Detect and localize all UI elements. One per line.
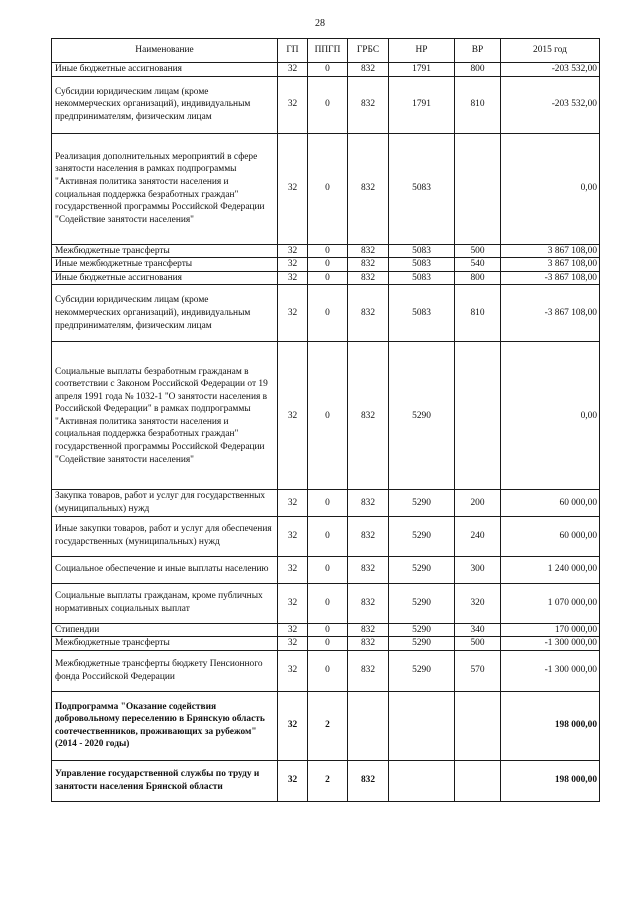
row-gp-cell: 32 [278, 271, 308, 285]
row-vr-cell: 800 [455, 63, 501, 77]
row-nr-cell: 1791 [389, 76, 455, 133]
row-amount-cell: -1 300 000,00 [501, 650, 600, 691]
row-name-cell: Стипендии [52, 623, 278, 637]
row-vr-cell [455, 133, 501, 244]
row-amount-cell: 60 000,00 [501, 516, 600, 556]
row-grbs-cell: 832 [348, 258, 389, 272]
row-pgp-cell: 0 [308, 637, 348, 651]
row-amount-cell: 3 867 108,00 [501, 258, 600, 272]
row-pgp-cell: 2 [308, 691, 348, 760]
row-gp-cell: 32 [278, 133, 308, 244]
row-vr-cell: 500 [455, 637, 501, 651]
row-amount-cell: -3 867 108,00 [501, 271, 600, 285]
row-gp-cell: 32 [278, 760, 308, 801]
row-vr-cell: 200 [455, 490, 501, 516]
row-gp-cell: 32 [278, 63, 308, 77]
row-gp-cell: 32 [278, 258, 308, 272]
row-grbs-cell: 832 [348, 244, 389, 258]
row-amount-cell: 0,00 [501, 133, 600, 244]
row-vr-cell [455, 342, 501, 490]
row-name-cell: Реализация дополнительных мероприятий в сфере занятости населения в рамках подпрограммы "Активная политика занятости населения и социальная поддержка безработных граждан" государственной программы Российской Федерации "Содействие занятости населения" [52, 133, 278, 244]
row-name-cell: Иные закупки товаров, работ и услуг для обеспечения государственных (муниципальных) нужд [52, 516, 278, 556]
row-pgp-cell: 0 [308, 271, 348, 285]
row-name-cell: Социальное обеспечение и иные выплаты населению [52, 556, 278, 583]
row-nr-cell: 5290 [389, 490, 455, 516]
table-header-row [52, 39, 600, 63]
row-gp-cell: 32 [278, 556, 308, 583]
row-nr-cell: 5083 [389, 285, 455, 342]
row-pgp-cell: 0 [308, 623, 348, 637]
row-nr-cell: 5290 [389, 342, 455, 490]
row-gp-cell: 32 [278, 76, 308, 133]
budget-table [51, 38, 600, 802]
table-row [52, 583, 600, 623]
table-row [52, 556, 600, 583]
row-nr-cell: 5290 [389, 516, 455, 556]
row-gp-cell: 32 [278, 637, 308, 651]
row-gp-cell: 32 [278, 342, 308, 490]
table-row [52, 285, 600, 342]
row-pgp-cell: 0 [308, 285, 348, 342]
row-nr-cell: 5083 [389, 244, 455, 258]
row-nr-cell: 5083 [389, 133, 455, 244]
row-vr-cell: 320 [455, 583, 501, 623]
row-nr-cell: 5290 [389, 623, 455, 637]
row-nr-cell: 5290 [389, 650, 455, 691]
row-vr-cell [455, 691, 501, 760]
row-gp-cell: 32 [278, 583, 308, 623]
row-grbs-cell: 832 [348, 760, 389, 801]
row-amount-cell: 3 867 108,00 [501, 244, 600, 258]
row-name-cell: Подпрограмма "Оказание содействия добровольному переселению в Брянскую область соотечественников, проживающих за рубежом" (2014 - 2020 годы) [52, 691, 278, 760]
row-name-cell: Межбюджетные трансферты [52, 637, 278, 651]
row-vr-cell: 340 [455, 623, 501, 637]
table-row [52, 760, 600, 801]
row-amount-cell: -203 532,00 [501, 76, 600, 133]
row-pgp-cell: 0 [308, 583, 348, 623]
row-name-cell: Социальные выплаты гражданам, кроме публичных нормативных социальных выплат [52, 583, 278, 623]
row-gp-cell: 32 [278, 623, 308, 637]
row-gp-cell: 32 [278, 650, 308, 691]
row-vr-cell [455, 760, 501, 801]
row-name-cell: Социальные выплаты безработным гражданам в соответствии с Законом Российской Федерации от 19 апреля 1991 года № 1032-1 "О занятости населения в Российской Федерации" в рамках подпрограммы "Активная политика занятости населения и социальная поддержка безработных граждан" государственной программы Российской Федерации "Содействие занятости населения" [52, 342, 278, 490]
row-name-cell: Иные межбюджетные трансферты [52, 258, 278, 272]
row-vr-cell: 800 [455, 271, 501, 285]
row-nr-cell: 5083 [389, 271, 455, 285]
row-grbs-cell: 832 [348, 556, 389, 583]
row-vr-cell: 240 [455, 516, 501, 556]
row-grbs-cell: 832 [348, 650, 389, 691]
row-pgp-cell: 0 [308, 556, 348, 583]
row-nr-cell: 5083 [389, 258, 455, 272]
table-row [52, 63, 600, 77]
row-amount-cell: -203 532,00 [501, 63, 600, 77]
row-pgp-cell: 0 [308, 244, 348, 258]
table-row [52, 342, 600, 490]
row-vr-cell: 810 [455, 285, 501, 342]
table-row [52, 133, 600, 244]
row-amount-cell: 1 070 000,00 [501, 583, 600, 623]
row-name-cell: Иные бюджетные ассигнования [52, 271, 278, 285]
row-vr-cell: 570 [455, 650, 501, 691]
row-pgp-cell: 0 [308, 516, 348, 556]
table-row [52, 516, 600, 556]
table-row [52, 244, 600, 258]
header-year: 2015 год [501, 39, 600, 63]
header-name: Наименование [52, 39, 278, 63]
row-vr-cell: 810 [455, 76, 501, 133]
row-grbs-cell: 832 [348, 285, 389, 342]
row-name-cell: Управление государственной службы по труду и занятости населения Брянской области [52, 760, 278, 801]
row-amount-cell: -1 300 000,00 [501, 637, 600, 651]
row-amount-cell: 198 000,00 [501, 691, 600, 760]
row-vr-cell: 540 [455, 258, 501, 272]
row-vr-cell: 500 [455, 244, 501, 258]
row-grbs-cell: 832 [348, 342, 389, 490]
row-pgp-cell: 0 [308, 63, 348, 77]
header-grbs: ГРБС [348, 39, 389, 63]
row-grbs-cell: 832 [348, 490, 389, 516]
row-grbs-cell: 832 [348, 76, 389, 133]
row-grbs-cell: 832 [348, 583, 389, 623]
row-pgp-cell: 0 [308, 76, 348, 133]
row-name-cell: Иные бюджетные ассигнования [52, 63, 278, 77]
row-grbs-cell: 832 [348, 623, 389, 637]
row-gp-cell: 32 [278, 285, 308, 342]
row-nr-cell: 5290 [389, 583, 455, 623]
row-nr-cell: 5290 [389, 556, 455, 583]
row-gp-cell: 32 [278, 516, 308, 556]
table-row [52, 76, 600, 133]
row-nr-cell: 5290 [389, 637, 455, 651]
row-pgp-cell: 0 [308, 133, 348, 244]
row-pgp-cell: 0 [308, 258, 348, 272]
row-nr-cell [389, 760, 455, 801]
row-grbs-cell: 832 [348, 516, 389, 556]
row-gp-cell: 32 [278, 490, 308, 516]
row-amount-cell: -3 867 108,00 [501, 285, 600, 342]
table-row [52, 637, 600, 651]
row-amount-cell: 198 000,00 [501, 760, 600, 801]
row-name-cell: Межбюджетные трансферты бюджету Пенсионного фонда Российской Федерации [52, 650, 278, 691]
row-nr-cell [389, 691, 455, 760]
row-name-cell: Межбюджетные трансферты [52, 244, 278, 258]
table-row [52, 650, 600, 691]
header-pgp: ППГП [308, 39, 348, 63]
row-pgp-cell: 0 [308, 342, 348, 490]
table-row [52, 691, 600, 760]
row-grbs-cell [348, 691, 389, 760]
row-pgp-cell: 0 [308, 650, 348, 691]
header-vr: ВР [455, 39, 501, 63]
row-amount-cell: 60 000,00 [501, 490, 600, 516]
table-row [52, 490, 600, 516]
header-gp: ГП [278, 39, 308, 63]
row-vr-cell: 300 [455, 556, 501, 583]
row-amount-cell: 1 240 000,00 [501, 556, 600, 583]
row-pgp-cell: 2 [308, 760, 348, 801]
row-gp-cell: 32 [278, 244, 308, 258]
row-amount-cell: 170 000,00 [501, 623, 600, 637]
row-name-cell: Закупка товаров, работ и услуг для государственных (муниципальных) нужд [52, 490, 278, 516]
row-grbs-cell: 832 [348, 637, 389, 651]
row-pgp-cell: 0 [308, 490, 348, 516]
table-row [52, 623, 600, 637]
page-number: 28 [315, 18, 325, 29]
row-nr-cell: 1791 [389, 63, 455, 77]
row-gp-cell: 32 [278, 691, 308, 760]
row-grbs-cell: 832 [348, 63, 389, 77]
header-nr: НР [389, 39, 455, 63]
row-name-cell: Субсидии юридическим лицам (кроме некоммерческих организаций), индивидуальным предпринимателям, физическим лицам [52, 76, 278, 133]
table-row [52, 258, 600, 272]
table-row [52, 271, 600, 285]
row-name-cell: Субсидии юридическим лицам (кроме некоммерческих организаций), индивидуальным предпринимателям, физическим лицам [52, 285, 278, 342]
row-grbs-cell: 832 [348, 271, 389, 285]
row-grbs-cell: 832 [348, 133, 389, 244]
row-amount-cell: 0,00 [501, 342, 600, 490]
